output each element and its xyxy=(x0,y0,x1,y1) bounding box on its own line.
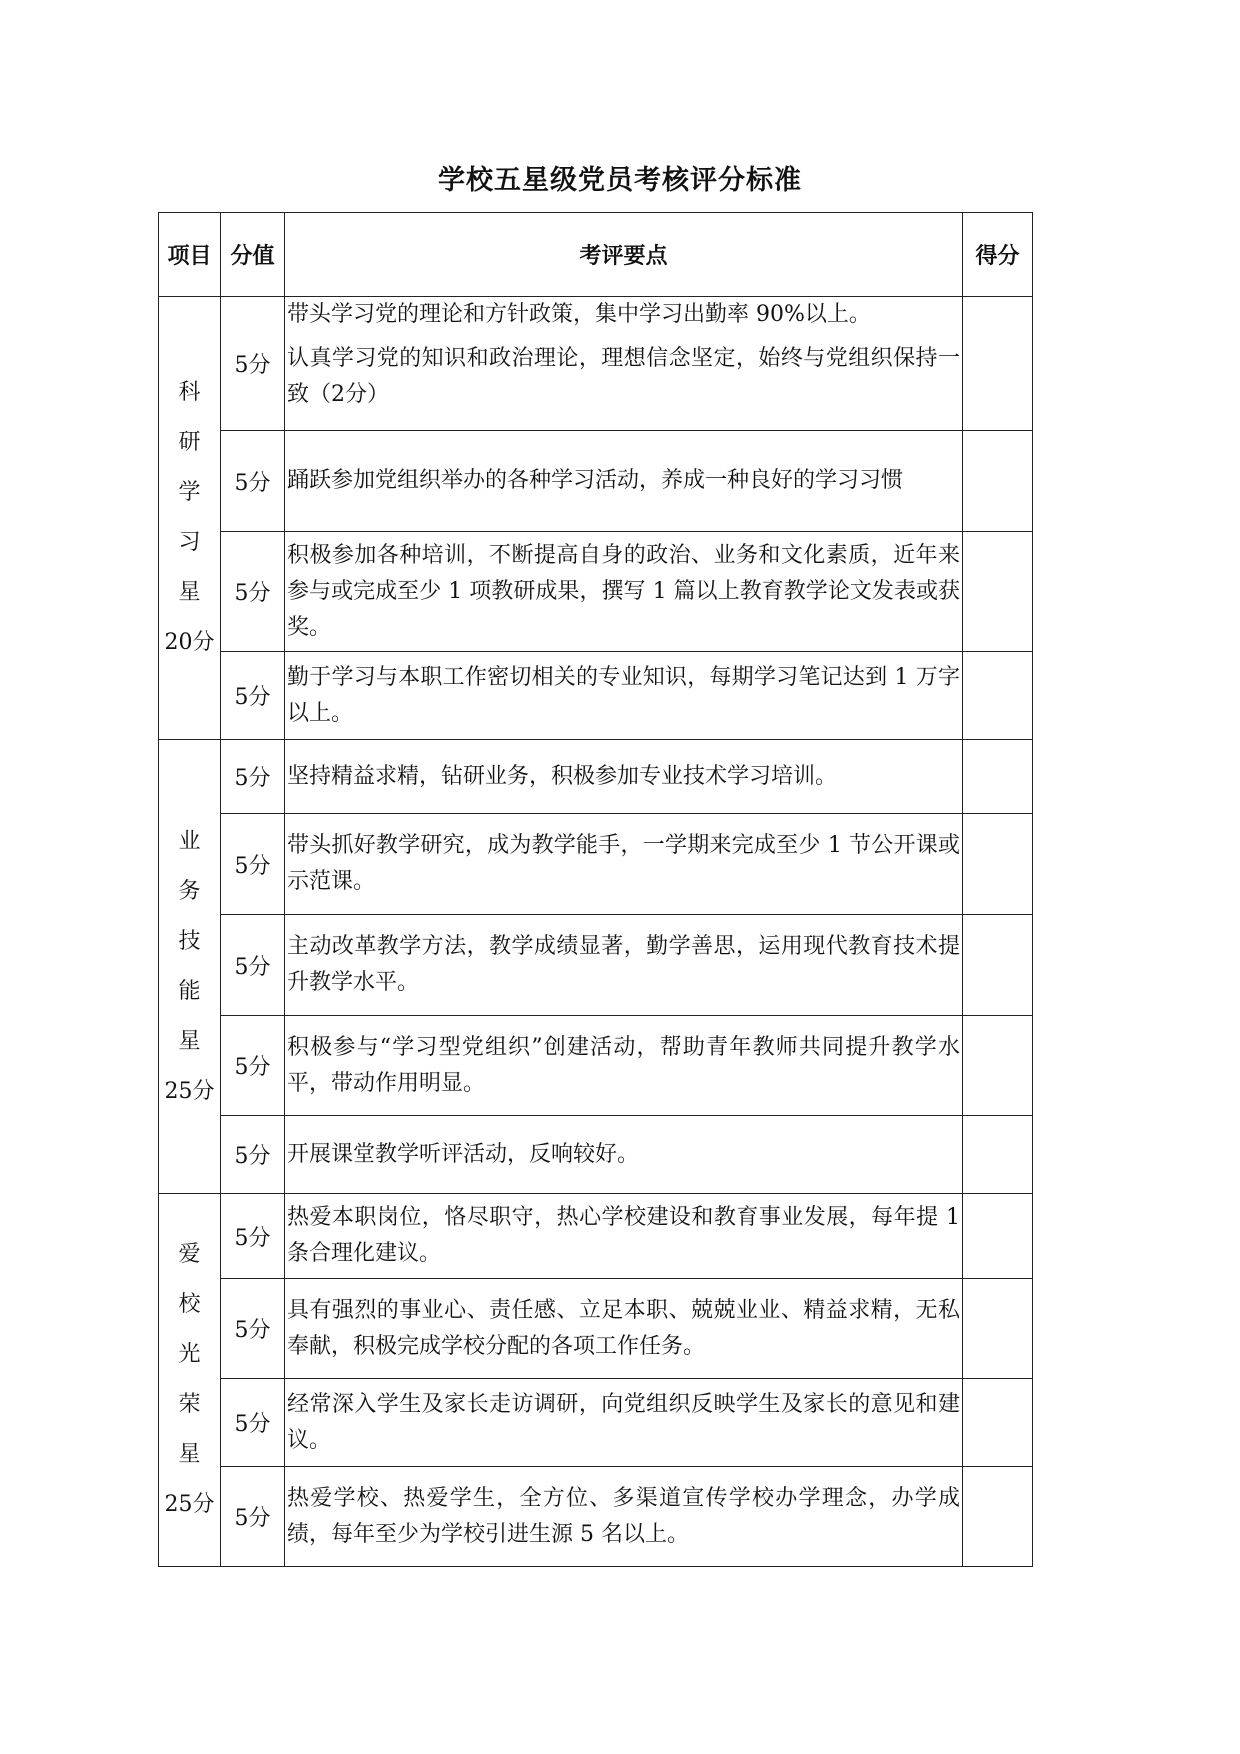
table-row xyxy=(159,297,1033,431)
score-cell[interactable] xyxy=(963,532,1033,652)
score-cell[interactable] xyxy=(963,915,1033,1016)
header-points: 分值 xyxy=(221,213,285,297)
row-points: 5分 xyxy=(221,1279,285,1379)
table-row xyxy=(159,1194,1033,1279)
criteria-text: 开展课堂教学听评活动，反响较好。 xyxy=(285,1116,963,1194)
table-header-row xyxy=(159,213,1033,297)
criteria-text: 积极参加各种培训，不断提高自身的政治、业务和文化素质，近年来参与或完成至少 1 项教研成果，撰写 1 篇以上教育教学论文发表或获奖。 xyxy=(285,532,963,652)
score-cell[interactable] xyxy=(963,1194,1033,1279)
category-name: 爱 校 光 荣 星 25分 xyxy=(159,1230,220,1530)
table-row xyxy=(159,1116,1033,1194)
score-cell[interactable] xyxy=(963,1116,1033,1194)
category-points: 20分 xyxy=(164,630,215,655)
score-cell[interactable] xyxy=(963,740,1033,814)
table-row xyxy=(159,652,1033,740)
scoring-table xyxy=(158,212,1033,1567)
table-row xyxy=(159,1379,1033,1467)
category-cell-school-love xyxy=(159,1194,221,1567)
row-points: 5分 xyxy=(221,297,285,431)
row-points: 5分 xyxy=(221,740,285,814)
row-points: 5分 xyxy=(221,814,285,915)
row-points: 5分 xyxy=(221,1467,285,1567)
score-cell[interactable] xyxy=(963,1279,1033,1379)
score-cell[interactable] xyxy=(963,814,1033,915)
row-points: 5分 xyxy=(221,532,285,652)
score-cell[interactable] xyxy=(963,652,1033,740)
criteria-text: 勤于学习与本职工作密切相关的专业知识，每期学习笔记达到 1 万字以上。 xyxy=(285,652,963,740)
criteria-text: 坚持精益求精，钻研业务，积极参加专业技术学习培训。 xyxy=(285,740,963,814)
row-points: 5分 xyxy=(221,1016,285,1116)
category-name: 业 务 技 能 星 25分 xyxy=(159,817,220,1117)
table-row xyxy=(159,740,1033,814)
row-points: 5分 xyxy=(221,652,285,740)
criteria-text: 积极参与“学习型党组织”创建活动，帮助青年教师共同提升教学水平，带动作用明显。 xyxy=(285,1016,963,1116)
score-cell[interactable] xyxy=(963,1467,1033,1567)
table-row xyxy=(159,431,1033,532)
header-score: 得分 xyxy=(963,213,1033,297)
row-points: 5分 xyxy=(221,915,285,1016)
category-points: 25分 xyxy=(164,1078,215,1104)
table-row xyxy=(159,532,1033,652)
row-points: 5分 xyxy=(221,1116,285,1194)
criteria-text: 热爱学校、热爱学生，全方位、多渠道宣传学校办学理念，办学成绩，每年至少为学校引进生源 5 名以上。 xyxy=(285,1467,963,1567)
criteria-text: 带头抓好教学研究，成为教学能手，一学期来完成至少 1 节公开课或示范课。 xyxy=(285,814,963,915)
score-cell[interactable] xyxy=(963,1379,1033,1467)
row-points: 5分 xyxy=(221,431,285,532)
score-cell[interactable] xyxy=(963,431,1033,532)
criteria-text: 热爱本职岗位，恪尽职守，热心学校建设和教育事业发展，每年提 1 条合理化建议。 xyxy=(285,1194,963,1279)
table-row xyxy=(159,915,1033,1016)
document-title: 学校五星级党员考核评分标准 xyxy=(438,165,802,196)
category-cell-research xyxy=(159,297,221,740)
criteria-text: 主动改革教学方法，教学成绩显著，勤学善思，运用现代教育技术提升教学水平。 xyxy=(285,915,963,1016)
criteria-text: 经常深入学生及家长走访调研，向党组织反映学生及家长的意见和建议。 xyxy=(285,1379,963,1467)
row-points: 5分 xyxy=(221,1379,285,1467)
category-name: 科 研 学 习 星 20分 xyxy=(159,368,220,668)
score-cell[interactable] xyxy=(963,297,1033,431)
table-row xyxy=(159,814,1033,915)
table-row xyxy=(159,1016,1033,1116)
table-row xyxy=(159,1279,1033,1379)
criteria-text: 具有强烈的事业心、责任感、立足本职、兢兢业业、精益求精，无私奉献，积极完成学校分配的各项工作任务。 xyxy=(285,1279,963,1379)
header-criteria: 考评要点 xyxy=(285,213,963,297)
criteria-text: 带头学习党的理论和方针政策，集中学习出勤率 90%以上。 认真学习党的知识和政治理论，理想信念坚定，始终与党组织保持一致（2分） xyxy=(285,297,963,431)
row-points: 5分 xyxy=(221,1194,285,1279)
category-points: 25分 xyxy=(164,1492,215,1517)
score-cell[interactable] xyxy=(963,1016,1033,1116)
category-cell-skills xyxy=(159,740,221,1194)
criteria-text: 踊跃参加党组织举办的各种学习活动，养成一种良好的学习习惯 xyxy=(285,431,963,532)
table-row xyxy=(159,1467,1033,1567)
header-item: 项目 xyxy=(159,213,221,297)
